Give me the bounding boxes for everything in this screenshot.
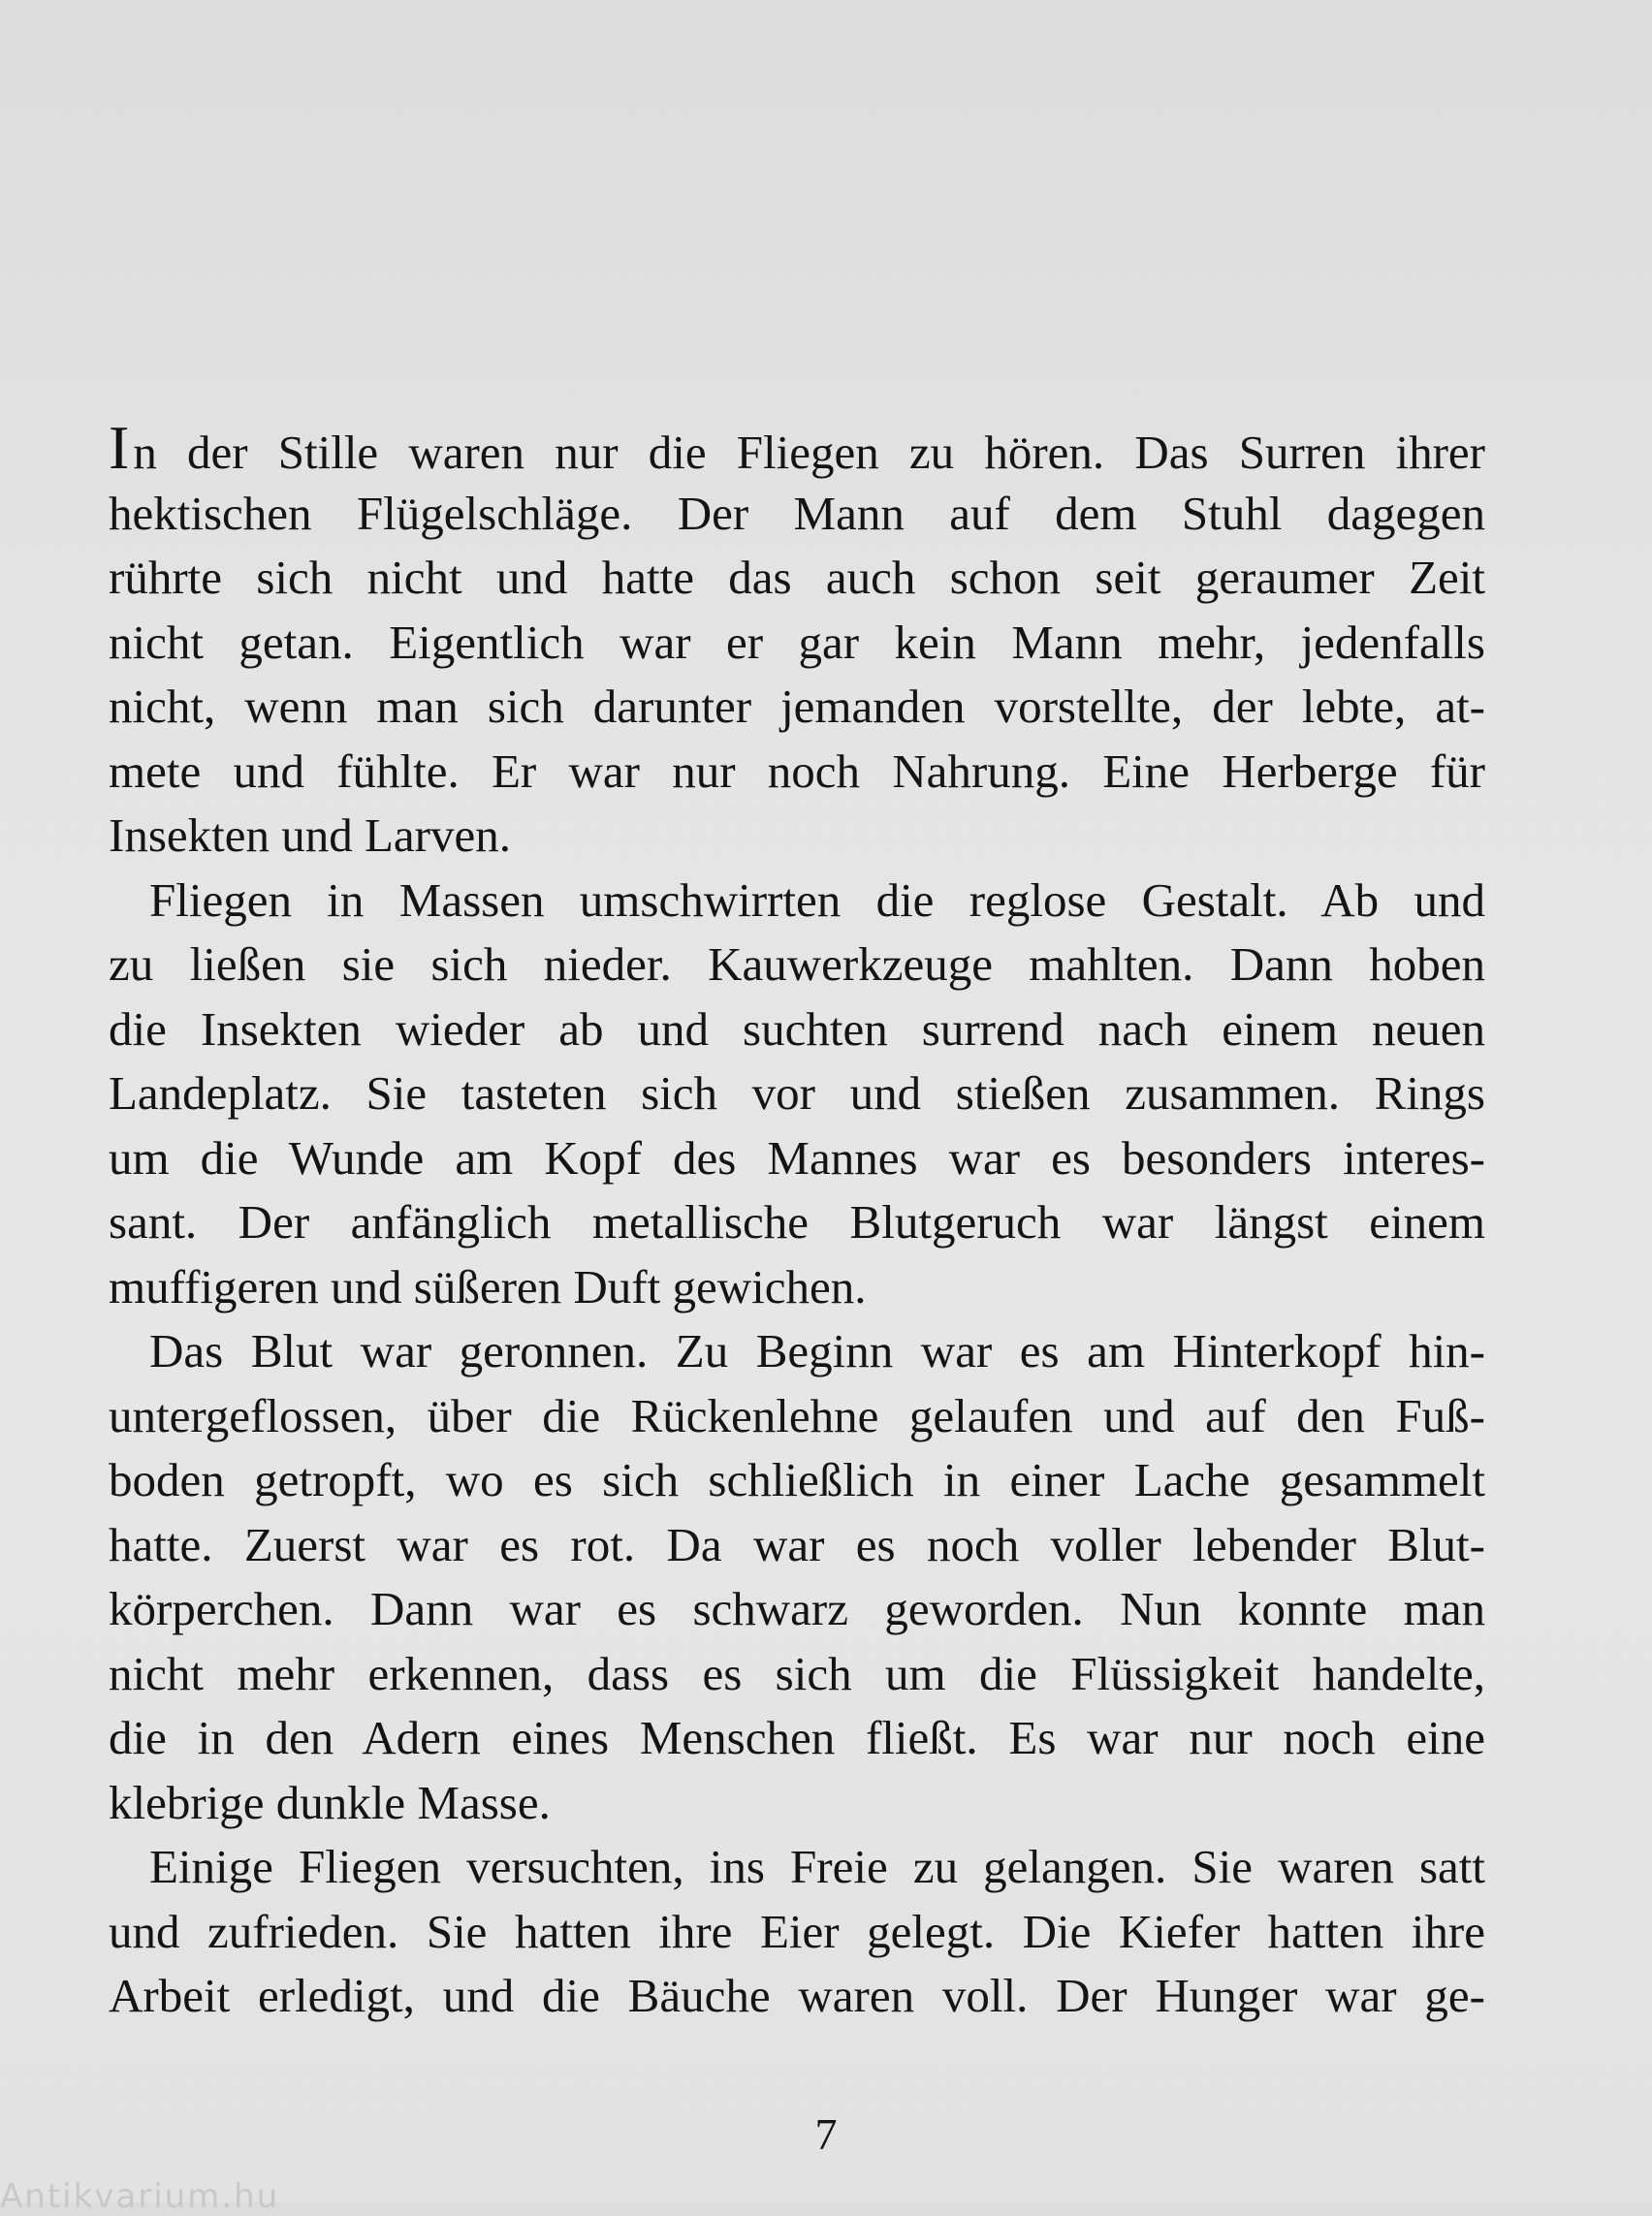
paragraph-2 (109, 869, 1485, 1320)
text-line: In der Stille waren nur die Fliegen zu hören. Das Surren ihrer (109, 413, 1485, 482)
paragraph-1 (109, 413, 1485, 869)
text-line: rührte sich nicht und hatte das auch schon seit geraumer Zeit (109, 551, 1485, 604)
text-line: muffigeren und süßeren Duft gewichen. (109, 1259, 867, 1314)
text-line: hektischen Flügelschläge. Der Mann auf dem Stuhl dagegen (109, 486, 1485, 540)
text-line: zu ließen sie sich nieder. Kauwerkzeuge mahlten. Dann hoben (109, 937, 1485, 991)
text-line: und zufrieden. Sie hatten ihre Eier gelegt. Die Kiefer hatten ihre (109, 1904, 1485, 1958)
text-line: mete und fühlte. Er war nur noch Nahrung. Eine Herberge für (109, 744, 1485, 798)
text-line: Fliegen in Massen umschwirrten die reglose Gestalt. Ab und (149, 872, 1485, 927)
text-line: Insekten und Larven. (109, 808, 511, 862)
text-line: die Insekten wieder ab und suchten surrend nach einem neuen (109, 1001, 1485, 1056)
watermark: Antikvarium.hu (0, 2177, 280, 2216)
page-body (109, 413, 1485, 2029)
drop-cap: I (109, 413, 130, 482)
text-line: die in den Adern eines Menschen fließt. Es war nur noch eine (109, 1711, 1485, 1764)
bleed-through-text (145, 0, 1503, 407)
paragraph-3 (109, 1319, 1485, 1835)
text-line: nicht mehr erkennen, dass es sich um die Flüssigkeit handelte, (109, 1646, 1485, 1700)
text-line: untergeflossen, über die Rückenlehne gelaufen und auf den Fuß- (109, 1388, 1485, 1442)
text-line: hatte. Zuerst war es rot. Da war es noch voller lebender Blut- (109, 1517, 1485, 1571)
text-line: Arbeit erledigt, und die Bäuche waren voll. Der Hunger war ge- (109, 1969, 1485, 2022)
text-line: Landeplatz. Sie tasteten sich vor und stießen zusammen. Rings (109, 1066, 1485, 1120)
text-line: sant. Der anfänglich metallische Blutgeruch war längst einem (109, 1195, 1485, 1249)
page-number: 7 (814, 2109, 838, 2159)
text-line: um die Wunde am Kopf des Mannes war es besonders interes- (109, 1130, 1485, 1185)
text-line: nicht, wenn man sich darunter jemanden vorstellte, der lebte, at- (109, 680, 1485, 733)
text-line: nicht getan. Eigentlich war er gar kein Mann mehr, jedenfalls (109, 615, 1485, 669)
text-line: klebrige dunkle Masse. (109, 1775, 551, 1829)
paragraph-4 (109, 1835, 1485, 2029)
text-line: boden getropft, wo es sich schließlich in einer Lache gesammelt (109, 1453, 1485, 1506)
text-line: Das Blut war geronnen. Zu Beginn war es am Hinterkopf hin- (149, 1324, 1485, 1377)
text-line: Einige Fliegen versuchten, ins Freie zu gelangen. Sie waren satt (149, 1840, 1485, 1893)
text-line: körperchen. Dann war es schwarz geworden. Nun konnte man (109, 1582, 1485, 1635)
